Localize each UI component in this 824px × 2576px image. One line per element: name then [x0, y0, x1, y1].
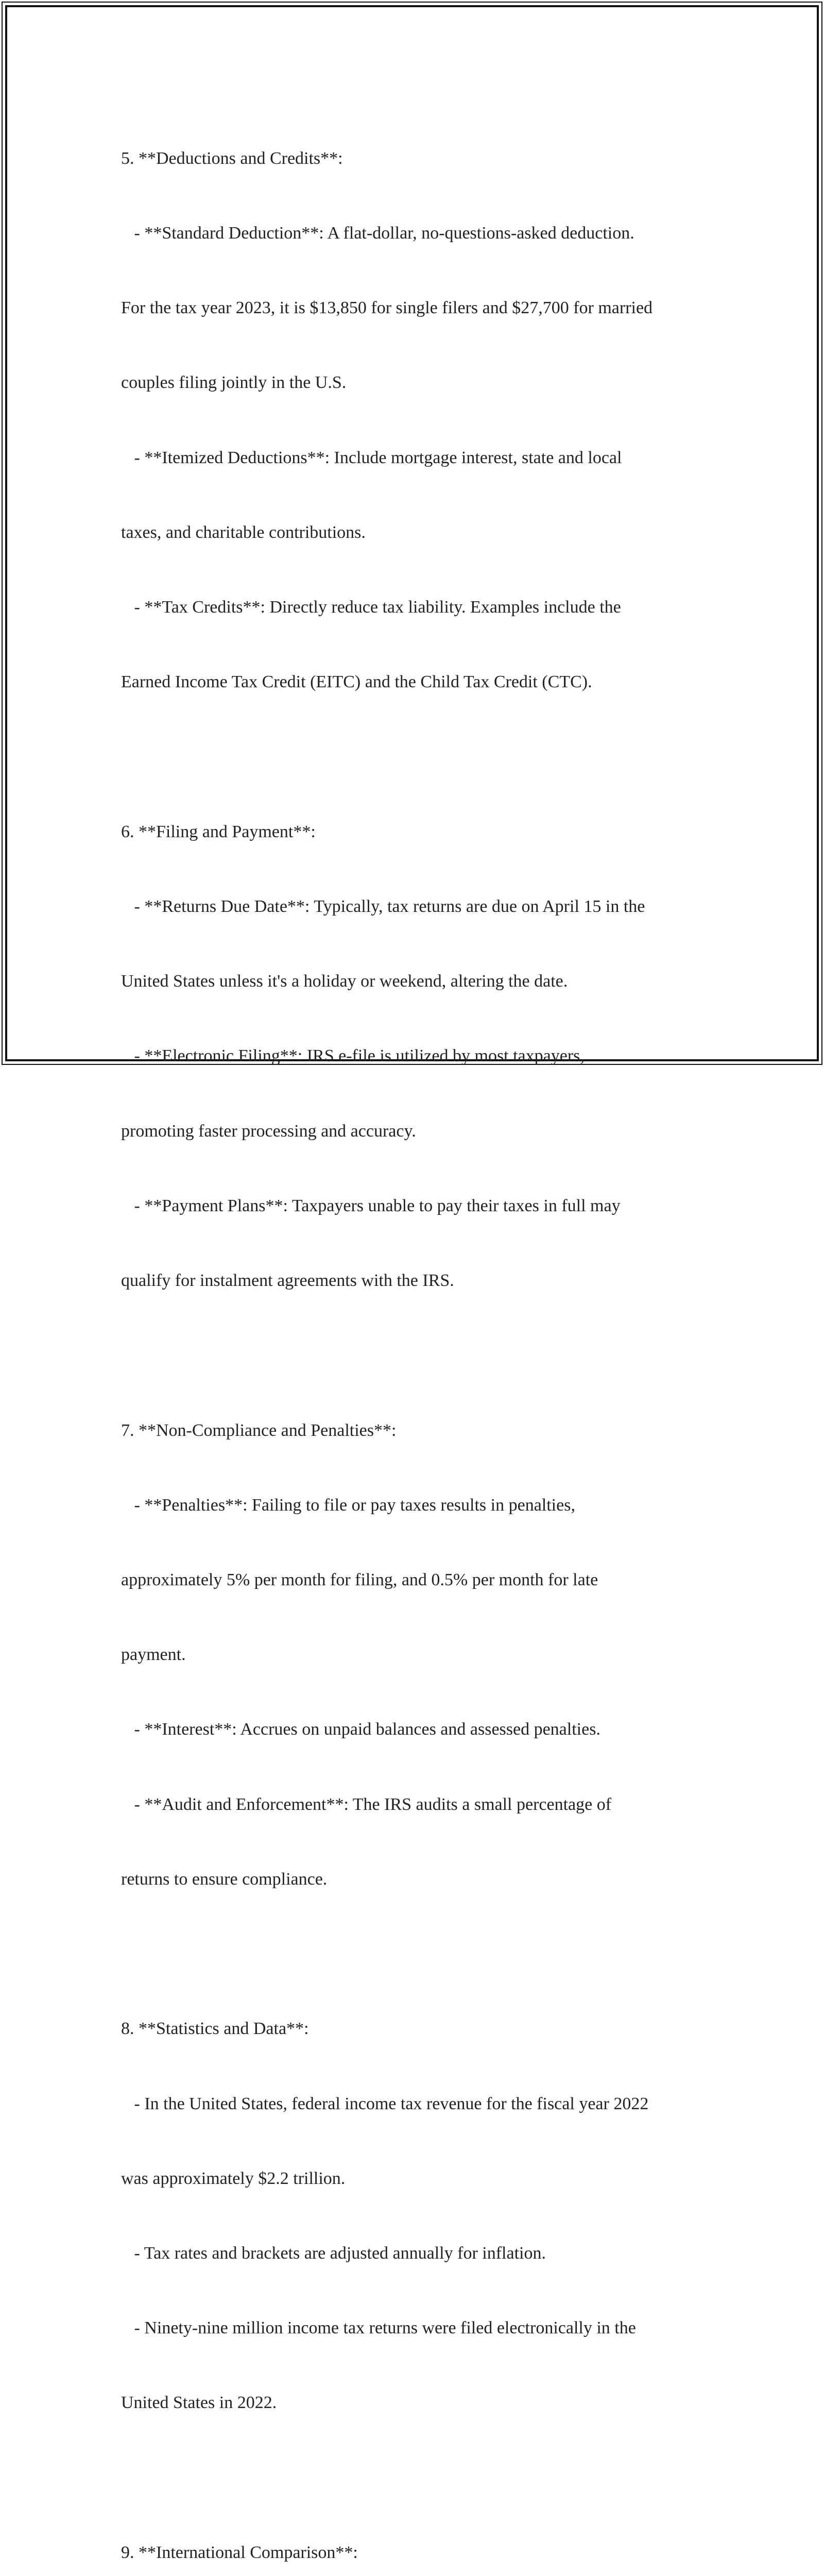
text-line: United States unless it's a holiday or weekend, altering the date.	[121, 972, 568, 991]
text-line: payment.	[121, 1645, 186, 1665]
document-body	[121, 96, 718, 2576]
text-line: couples filing jointly in the U.S.	[121, 373, 347, 393]
text-line: Earned Income Tax Credit (EITC) and the Child Tax Credit (CTC).	[121, 672, 592, 692]
text-line: was approximately $2.2 trillion.	[121, 2168, 346, 2188]
text-line: - **Audit and Enforcement**: The IRS audits a small percentage of	[121, 1794, 612, 1814]
text-line: promoting faster processing and accuracy.	[121, 1121, 416, 1141]
text-line: - **Payment Plans**: Taxpayers unable to pay their taxes in full may	[121, 1196, 621, 1215]
text-line: - **Interest**: Accrues on unpaid balances and assessed penalties.	[121, 1720, 600, 1739]
text-line: - **Standard Deduction**: A flat-dollar, no-questions-asked deduction.	[121, 224, 634, 243]
section-heading: 5. **Deductions and Credits**:	[121, 148, 343, 168]
text-line: United States in 2022.	[121, 2393, 277, 2413]
section-heading: 6. **Filing and Payment**:	[121, 822, 316, 841]
text-line: - **Penalties**: Failing to file or pay taxes results in penalties,	[121, 1495, 575, 1515]
section-heading: 7. **Non-Compliance and Penalties**:	[121, 1420, 397, 1440]
blank-line	[121, 1343, 718, 1368]
text-line: - In the United States, federal income tax revenue for the fiscal year 2022	[121, 2094, 649, 2113]
text-line: - **Itemized Deductions**: Include mortgage interest, state and local	[121, 448, 622, 467]
text-line: For the tax year 2023, it is $13,850 for single filers and $27,700 for married	[121, 298, 653, 318]
section-heading: 9. **International Comparison**:	[121, 2543, 358, 2562]
blank-line	[121, 2466, 718, 2490]
blank-line	[121, 1942, 718, 1967]
text-line: taxes, and charitable contributions.	[121, 522, 366, 542]
section-heading: 8. **Statistics and Data**:	[121, 2019, 309, 2039]
text-line: approximately 5% per month for filing, and 0.5% per month for late	[121, 1570, 598, 1589]
text-line: returns to ensure compliance.	[121, 1869, 328, 1889]
text-line: - **Returns Due Date**: Typically, tax returns are due on April 15 in the	[121, 897, 645, 916]
text-line: - **Tax Credits**: Directly reduce tax liability. Examples include the	[121, 598, 621, 617]
text-line: - **Electronic Filing**: IRS e-file is utilized by most taxpayers,	[121, 1046, 585, 1066]
blank-line	[121, 745, 718, 770]
text-line: - Ninety-nine million income tax returns were filed electronically in the	[121, 2318, 636, 2338]
text-line: - Tax rates and brackets are adjusted annually for inflation.	[121, 2243, 546, 2263]
text-line: qualify for instalment agreements with the IRS.	[121, 1271, 454, 1291]
